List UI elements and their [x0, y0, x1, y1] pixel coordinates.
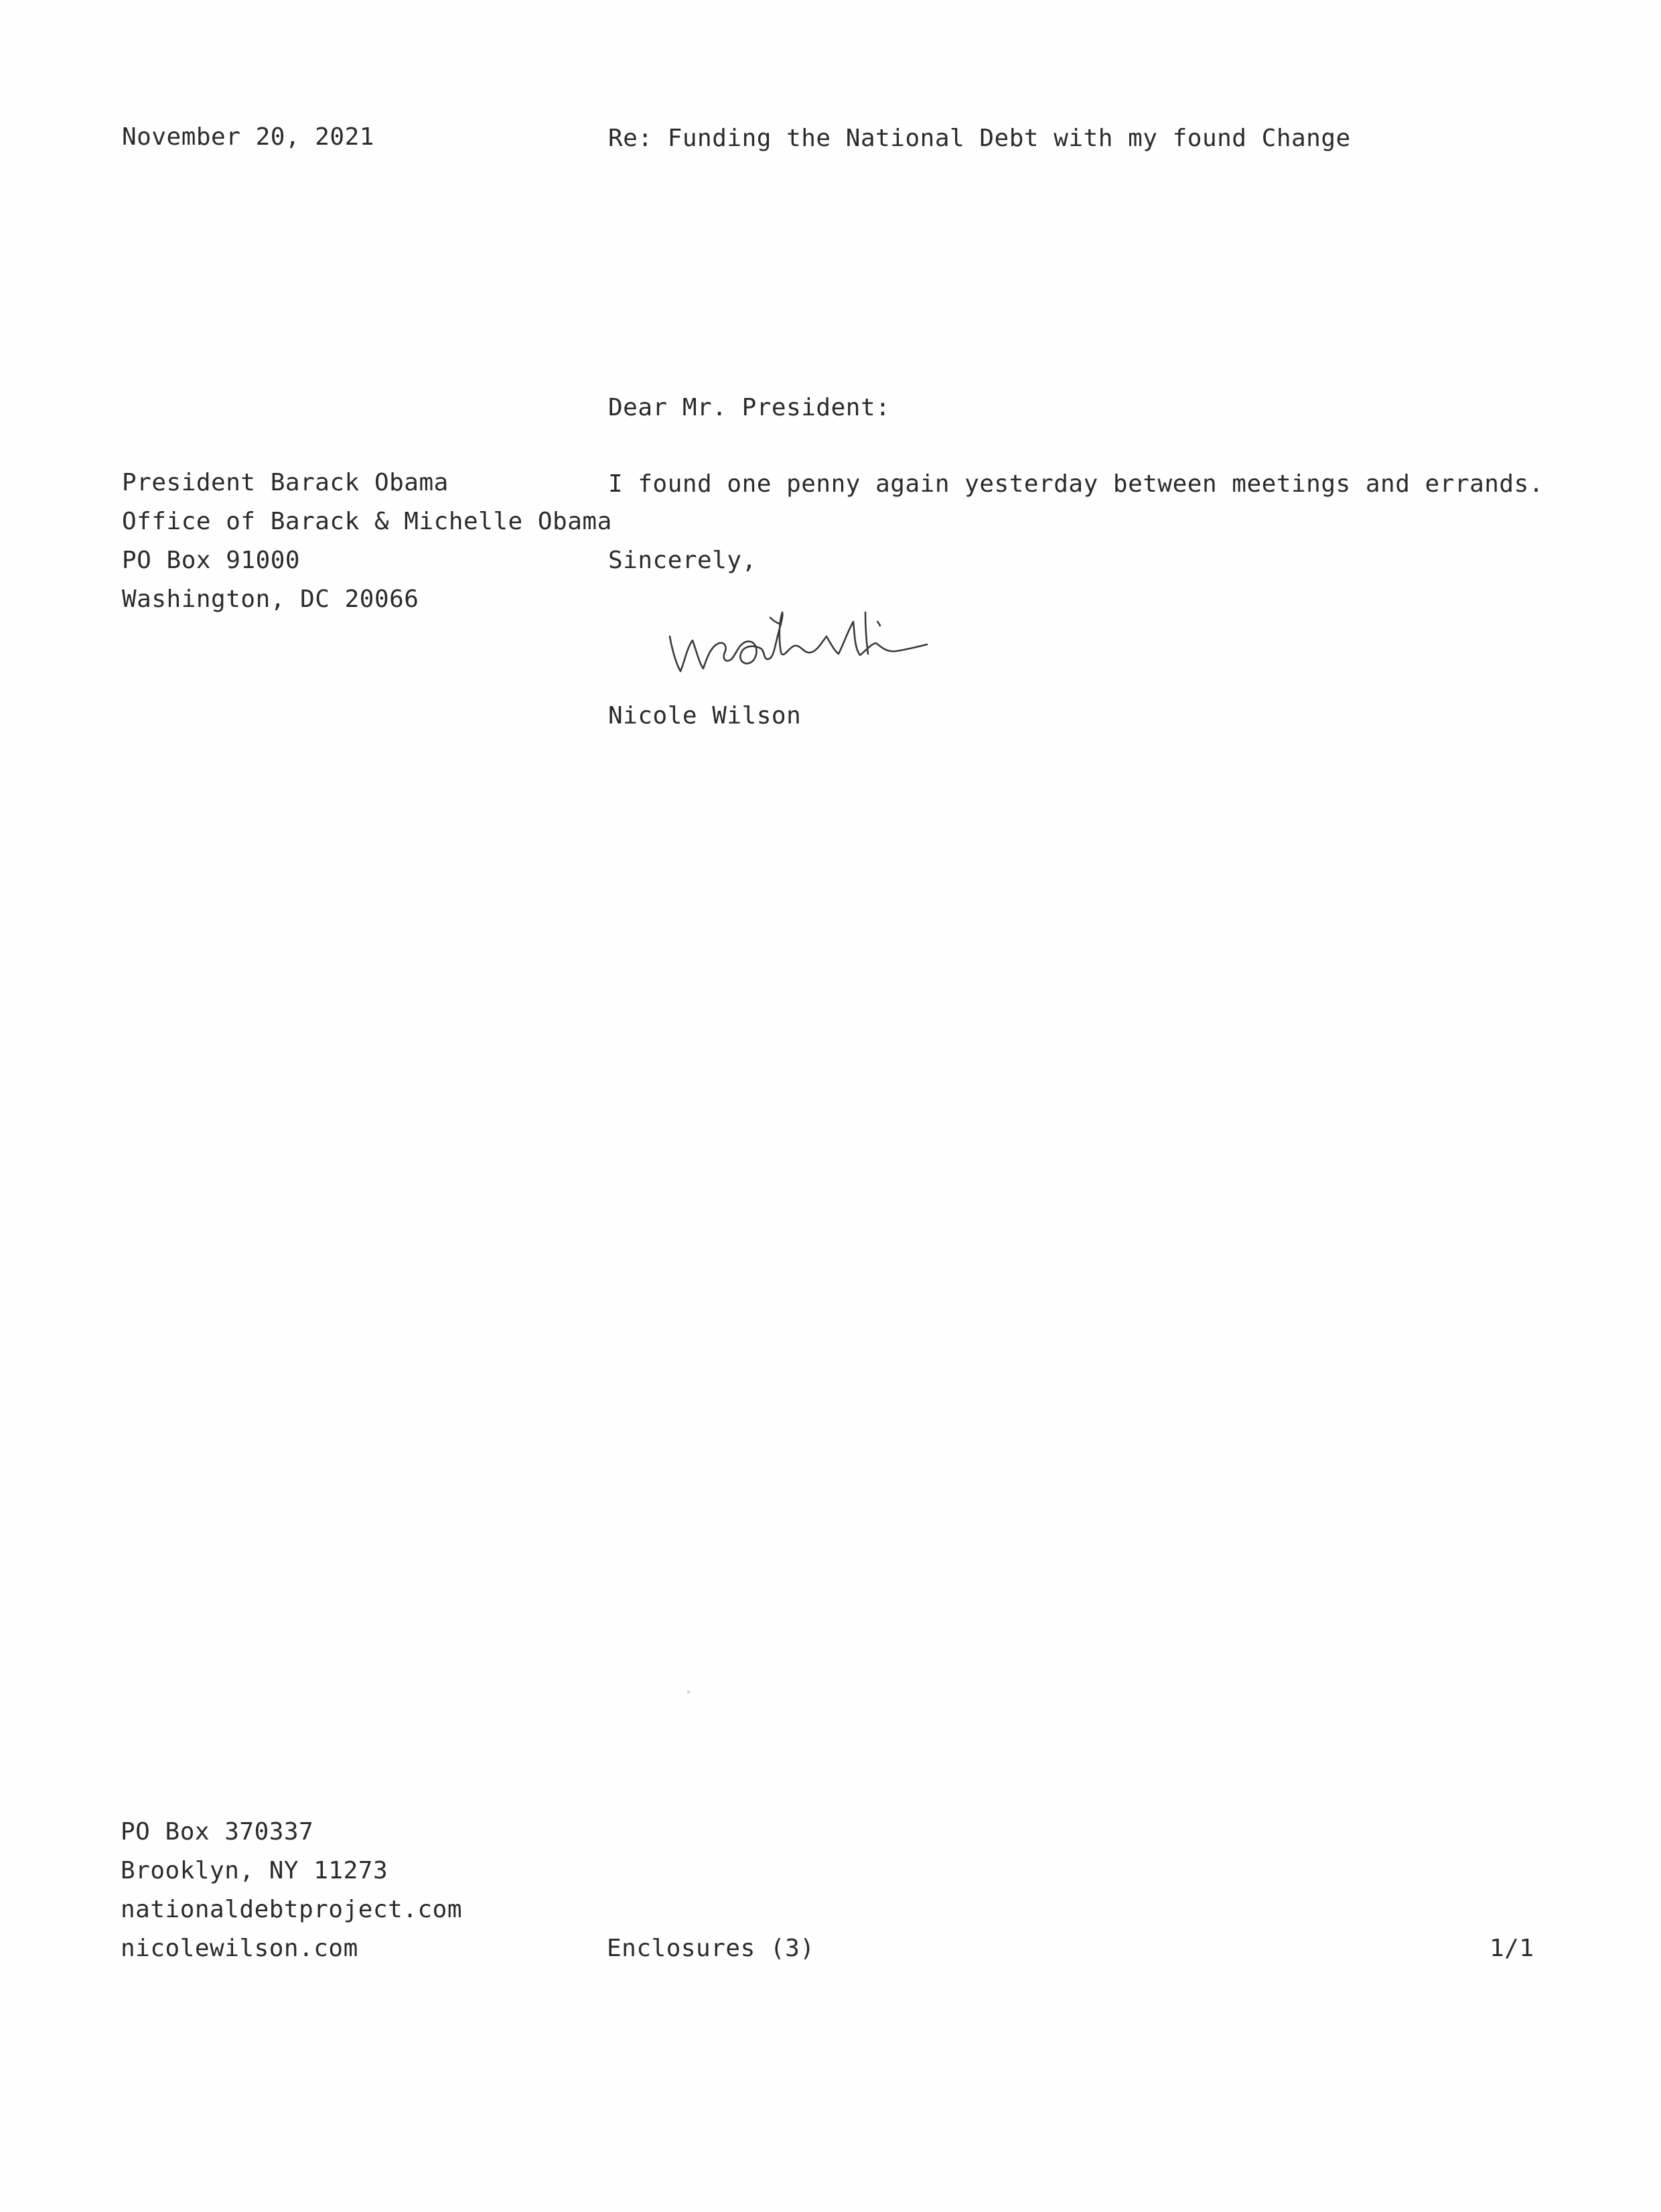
page-number: 1/1	[1490, 1935, 1534, 1962]
letter-subject: Re: Funding the National Debt with my found Change	[608, 125, 1351, 152]
letter-date: November 20, 2021	[122, 123, 374, 151]
recipient-address	[122, 464, 612, 619]
sender-website-link[interactable]: nationaldebtproject.com	[121, 1896, 462, 1923]
sender-line: PO Box 370337	[121, 1818, 314, 1846]
scan-speck	[687, 1691, 690, 1693]
salutation: Dear Mr. President:	[608, 394, 891, 421]
enclosures-note: Enclosures (3)	[607, 1935, 815, 1962]
recipient-line: PO Box 91000	[122, 547, 301, 574]
sender-line: Brooklyn, NY 11273	[121, 1857, 388, 1884]
recipient-line: Office of Barack & Michelle Obama	[122, 508, 612, 535]
sender-website-link[interactable]: nicolewilson.com	[121, 1935, 358, 1962]
recipient-line: Washington, DC 20066	[122, 585, 419, 613]
closing: Sincerely,	[608, 547, 757, 574]
signature-name: Nicole Wilson	[608, 702, 802, 730]
sender-address	[121, 1813, 462, 1968]
handwritten-signature	[663, 590, 998, 683]
recipient-line: President Barack Obama	[122, 469, 449, 496]
letter-body: I found one penny again yesterday between meetings and errands.	[608, 470, 1544, 498]
